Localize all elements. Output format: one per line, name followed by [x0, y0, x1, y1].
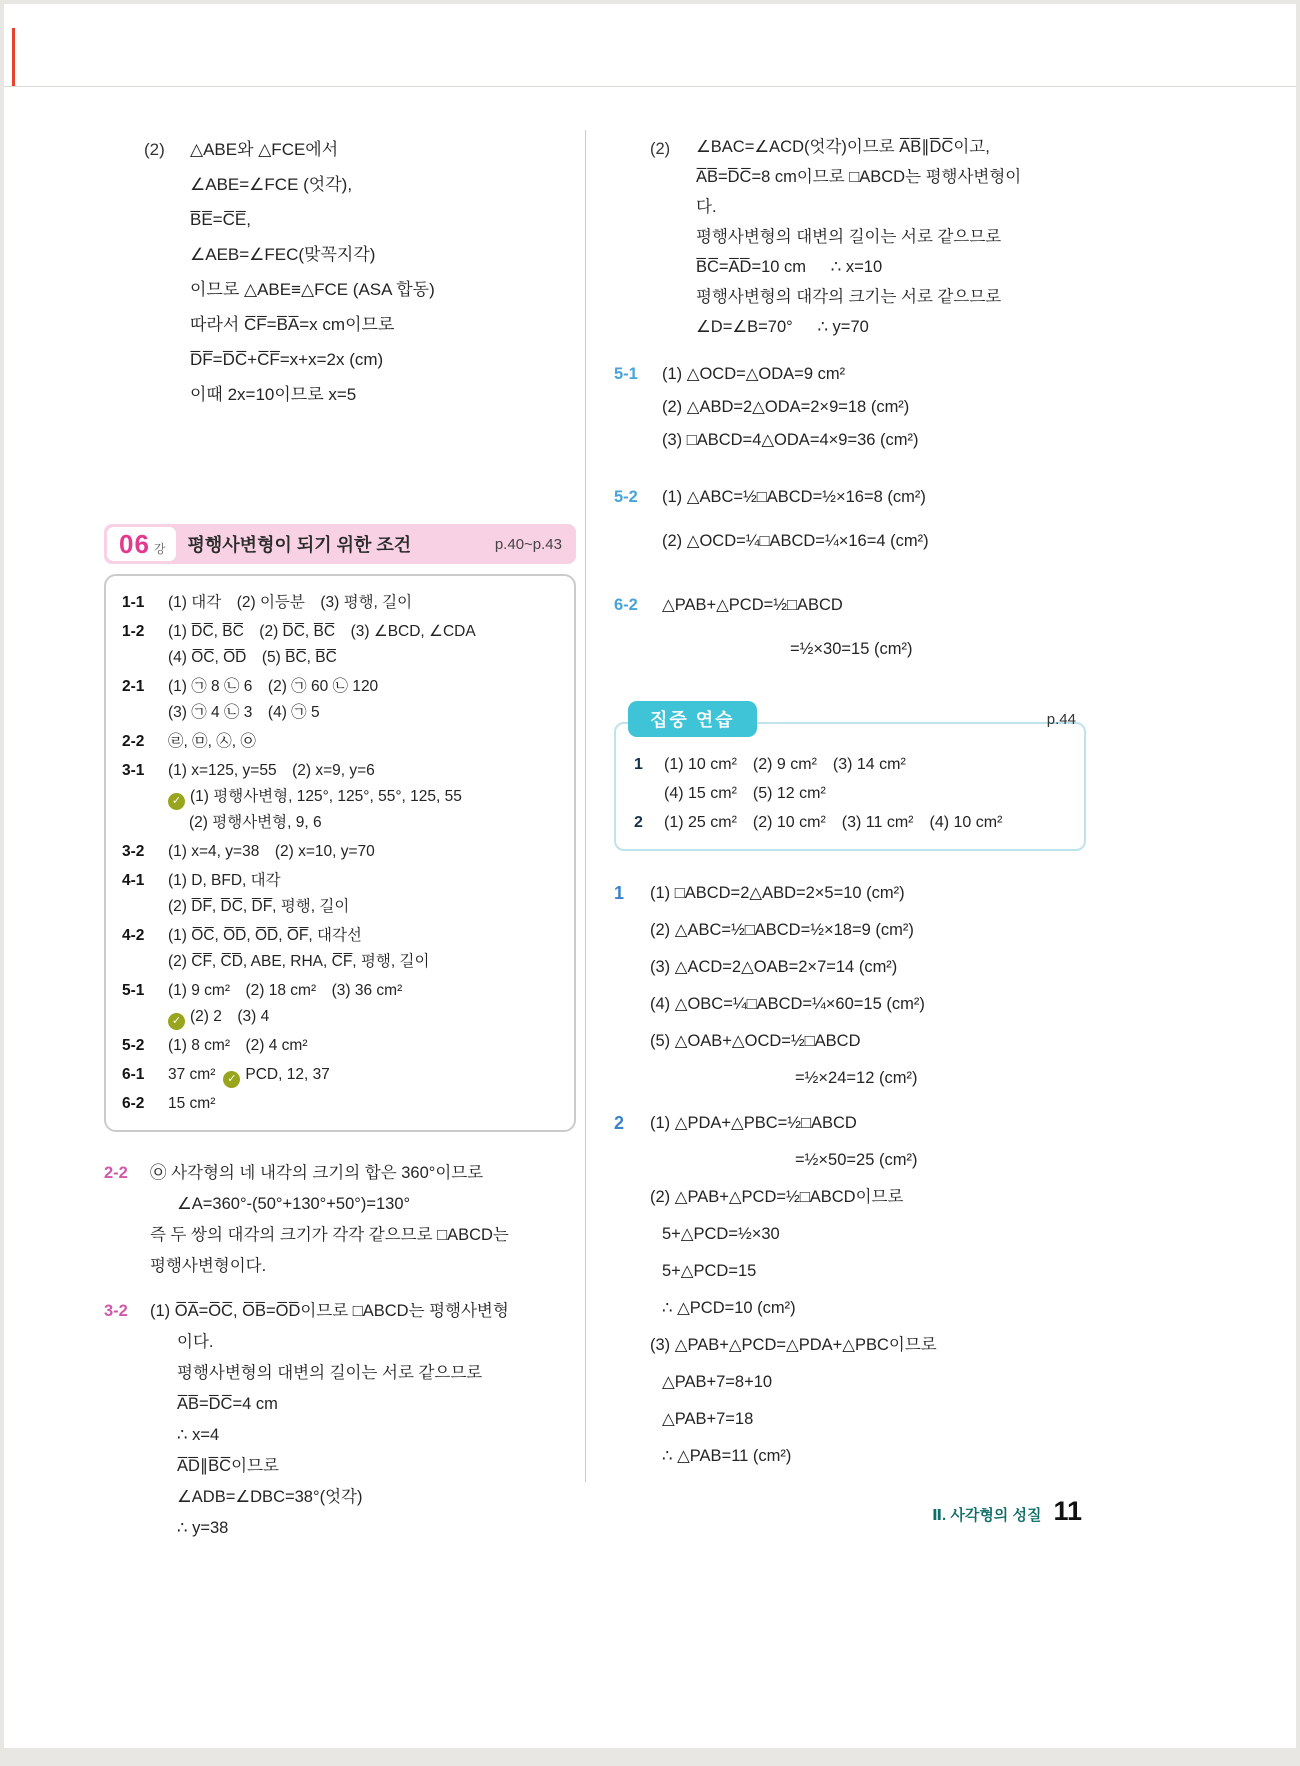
solution-line: ㉧ 사각형의 네 내각의 크기의 합은 360°이므로: [150, 1164, 484, 1182]
section-title: 평행사변형이 되기 위한 조건: [187, 535, 412, 555]
answer-note: (2) 2 (3) 4: [190, 1008, 270, 1025]
answer-box: [104, 574, 576, 1132]
answer-note: (1) 평행사변형, 125°, 125°, 55°, 125, 55: [190, 788, 462, 805]
solution-line: 즉 두 쌍의 대각의 크기가 각각 같으므로 □ABCD는: [150, 1226, 509, 1244]
problem-label: 6-2: [614, 596, 638, 614]
answer-item: [122, 1091, 558, 1117]
answer-line: (1) D̅C̅, B̅C̅ (2) D̅C̅, B̅C̅ (3) ∠BCD, ∠CDA: [168, 623, 476, 640]
practice-row: [634, 808, 1068, 837]
solution-line: B̅C̅=A̅D̅=10 cm ∴ x=10: [696, 258, 883, 276]
solution-line: D̅F̅=D̅C̅+C̅F̅=x+x=2x (cm): [190, 350, 384, 369]
practice-row-label: 2: [634, 814, 643, 831]
solution-body: [150, 1158, 576, 1282]
solution-line: (2) △PAB+△PCD=½□ABCD이므로: [650, 1188, 904, 1206]
practice-title: 집중 연습: [650, 710, 735, 730]
solution-line: 이때 2x=10이므로 x=5: [190, 385, 357, 404]
solution-line: ∠A=360°-(50°+130°+50°)=130°: [177, 1195, 411, 1213]
answer-line: (3) ㉠ 4 ㉡ 3 (4) ㉠ 5: [168, 704, 320, 721]
solution-line: ∠D=∠B=70° ∴ y=70: [696, 318, 869, 336]
solution-block-5-2: [614, 475, 1086, 563]
solution-line: △PAB+7=18: [662, 1410, 754, 1428]
answer-note-line: (2) 평행사변형, 9, 6: [189, 814, 322, 831]
answer-label: 4-1: [122, 872, 145, 889]
answer-label: 4-2: [122, 927, 145, 944]
solution-line: (4) △OBC=¼□ABCD=¼×60=15 (cm²): [650, 995, 925, 1013]
solution-line: =½×24=12 (cm²): [795, 1069, 918, 1087]
solution-block-6-2: [614, 583, 1086, 671]
answer-label: 6-1: [122, 1066, 145, 1083]
solution-line: (3) □ABCD=4△ODA=4×9=36 (cm²): [662, 431, 919, 449]
answer-label: 5-1: [122, 982, 145, 999]
solution-line: (2) △OCD=¼□ABCD=¼×16=4 (cm²): [662, 532, 929, 550]
practice-row-line: (1) 25 cm² (2) 10 cm² (3) 11 cm² (4) 10 cm²: [664, 814, 1003, 831]
answer-label: 5-2: [122, 1037, 145, 1054]
problem-label: 5-1: [614, 365, 638, 383]
answer-line: 15 cm²: [168, 1095, 216, 1112]
answer-item: [122, 868, 558, 920]
answer-label: 2-2: [122, 733, 145, 750]
solution-line: △PAB+△PCD=½□ABCD: [662, 596, 843, 614]
answer-line: (2) C̅F̅, C̅D̅, ABE, RHA, C̅F̅, 평행, 길이: [168, 953, 430, 970]
section-unit-label: 강: [153, 541, 166, 556]
check-icon: ✓: [168, 1013, 185, 1030]
solution-line: (2) △ABC=½□ABCD=½×18=9 (cm²): [650, 921, 914, 939]
section-number-badge: [107, 527, 176, 561]
solution-body: [696, 132, 1086, 342]
answer-item: [122, 758, 558, 836]
solution-line: A̅B̅=D̅C̅=8 cm이므로 □ABCD는 평행사변형이: [696, 168, 1022, 186]
solution-body: [150, 1296, 576, 1544]
solution-line: 평행사변형의 대변의 길이는 서로 같으므로: [177, 1364, 483, 1382]
print-crop-mark: [12, 28, 15, 86]
solution-line: ∴ △PCD=10 (cm²): [662, 1299, 796, 1317]
solution-block-top-right: [614, 132, 1086, 342]
answer-line: (1) x=4, y=38 (2) x=10, y=70: [168, 843, 375, 860]
practice-row-line: (1) 10 cm² (2) 9 cm² (3) 14 cm²: [664, 756, 906, 773]
problem-label: 5-2: [614, 488, 638, 506]
practice-row: [634, 750, 1068, 808]
solution-line: A̅B̅=D̅C̅=4 cm: [177, 1395, 278, 1413]
answer-line: (1) D, BFD, 대각: [168, 872, 281, 889]
solution-line: 5+△PCD=15: [662, 1262, 757, 1280]
solution-line: (1) O̅A̅=O̅C̅, O̅B̅=O̅D̅이므로 □ABCD는 평행사변형: [150, 1302, 509, 1320]
solution-line: B̅E̅=C̅E̅,: [190, 210, 251, 229]
solution-line: 평행사변형의 대변의 길이는 서로 같으므로: [696, 228, 1002, 246]
solution-line: (2) △ABD=2△ODA=2×9=18 (cm²): [662, 398, 910, 416]
answer-line: (1) x=125, y=55 (2) x=9, y=6: [168, 762, 375, 779]
solution-line: ∠ADB=∠DBC=38°(엇각): [177, 1488, 363, 1506]
answer-line: (1) 9 cm² (2) 18 cm² (3) 36 cm²: [168, 982, 403, 999]
answer-note-line: [168, 784, 558, 810]
solution-line: (3) △PAB+△PCD=△PDA+△PBC이므로: [650, 1336, 937, 1354]
footer-chapter: Ⅱ. 사각형의 성질: [932, 1507, 1042, 1524]
section-number: 06: [119, 528, 150, 559]
answer-line: (2) D̅F̅, D̅C̅, D̅F̅, 평행, 길이: [168, 898, 350, 915]
solution-line: =½×50=25 (cm²): [795, 1151, 918, 1169]
answer-line: (1) ㉠ 8 ㉡ 6 (2) ㉠ 60 ㉡ 120: [168, 678, 379, 695]
solution-line: ∠ABE=∠FCE (엇각),: [190, 175, 353, 194]
worked-problem-1: [614, 875, 1086, 1097]
solution-line: ∠BAC=∠ACD(엇각)이므로 A̅B̅∥D̅C̅이고,: [696, 138, 990, 156]
answer-item: [122, 923, 558, 975]
answer-label: 3-1: [122, 762, 145, 779]
practice-row-label: 1: [634, 756, 643, 773]
solution-block-top-left: [104, 132, 576, 412]
solution-line: 이다.: [177, 1333, 214, 1351]
solution-line: ∠AEB=∠FEC(맞꼭지각): [190, 245, 376, 264]
problem-number: 2: [614, 1113, 625, 1133]
solution-line: =½×30=15 (cm²): [790, 640, 913, 658]
practice-row-line: (4) 15 cm² (5) 12 cm²: [664, 785, 826, 802]
solution-line: 다.: [696, 198, 717, 216]
solution-line: (1) △OCD=△ODA=9 cm²: [662, 365, 846, 383]
answer-item: [122, 619, 558, 671]
solution-line: 평행사변형의 대각의 크기는 서로 같으므로: [696, 288, 1002, 306]
solution-line: 이므로 △ABE≡△FCE (ASA 합동): [190, 280, 435, 299]
header-rule: [4, 86, 1296, 87]
answer-item: [122, 1033, 558, 1059]
solution-line: 따라서 C̅F̅=B̅A̅=x cm이므로: [190, 315, 395, 334]
answer-line: (1) 8 cm² (2) 4 cm²: [168, 1037, 308, 1054]
answer-label: 3-2: [122, 843, 145, 860]
footer: [932, 1496, 1082, 1527]
solution-body: [190, 132, 576, 412]
solution-block-2-2: [104, 1158, 576, 1282]
solution-label: (2): [144, 140, 165, 159]
solution-line: △PAB+7=8+10: [662, 1373, 773, 1391]
answer-item: [122, 978, 558, 1030]
answer-label: 6-2: [122, 1095, 145, 1112]
answer-line: [168, 1062, 558, 1088]
answer-label: 1-1: [122, 594, 145, 611]
section-header: [104, 524, 576, 564]
answer-label: 2-1: [122, 678, 145, 695]
solution-line: (1) □ABCD=2△ABD=2×5=10 (cm²): [650, 884, 905, 902]
practice-answer-box: [614, 722, 1086, 851]
solution-line: △ABE와 △FCE에서: [190, 140, 339, 159]
right-column: [614, 132, 1086, 1475]
solution-label: 2-2: [104, 1164, 128, 1182]
practice-page-ref: p.44: [1046, 710, 1076, 728]
check-icon: ✓: [168, 793, 185, 810]
answer-note-line: [168, 1004, 558, 1030]
answer-note: PCD, 12, 37: [245, 1066, 330, 1083]
answer-item: [122, 839, 558, 865]
solution-line: 5+△PCD=½×30: [662, 1225, 780, 1243]
solution-block-5-1: [614, 358, 1086, 457]
practice-tab: [628, 701, 757, 737]
solution-line: ∴ △PAB=11 (cm²): [662, 1447, 792, 1465]
answer-item: [122, 1062, 558, 1088]
solution-line: ∴ y=38: [177, 1519, 229, 1537]
solution-line: 평행사변형이다.: [150, 1257, 267, 1275]
footer-page-number: 11: [1053, 1496, 1082, 1526]
left-column: [104, 132, 576, 1544]
solution-label: 3-2: [104, 1302, 128, 1320]
answer-line: (1) 대각 (2) 이등분 (3) 평행, 길이: [168, 594, 413, 611]
solution-line: (5) △OAB+△OCD=½□ABCD: [650, 1032, 861, 1050]
solution-label: (2): [650, 140, 671, 158]
page: [4, 4, 1296, 1748]
answer-line: (4) O̅C̅, O̅D̅ (5) B̅C̅, B̅C̅: [168, 649, 337, 666]
check-icon: ✓: [223, 1071, 240, 1088]
solution-line: ∴ x=4: [177, 1426, 220, 1444]
answer-item: [122, 590, 558, 616]
solution-line: (1) △ABC=½□ABCD=½×16=8 (cm²): [662, 488, 926, 506]
answer-line: (1) O̅C̅, O̅D̅, O̅D̅, O̅F̅, 대각선: [168, 927, 362, 944]
worked-problem-2: [614, 1105, 1086, 1475]
answer-line: ㉣, ㉤, ㉦, ㉧: [168, 733, 256, 750]
solution-block-3-2: [104, 1296, 576, 1544]
answer-label: 1-2: [122, 623, 145, 640]
solution-line: (3) △ACD=2△OAB=2×7=14 (cm²): [650, 958, 898, 976]
answer-value: 37 cm²: [168, 1066, 216, 1083]
section-page-range: p.40~p.43: [494, 535, 562, 553]
practice-section: [614, 701, 1086, 851]
solution-line: (1) △PDA+△PBC=½□ABCD: [650, 1114, 857, 1132]
problem-number: 1: [614, 883, 625, 903]
answer-item: [122, 674, 558, 726]
answer-item: [122, 729, 558, 755]
column-divider: [585, 130, 586, 1482]
solution-line: A̅D̅∥B̅C̅이므로: [177, 1457, 279, 1475]
